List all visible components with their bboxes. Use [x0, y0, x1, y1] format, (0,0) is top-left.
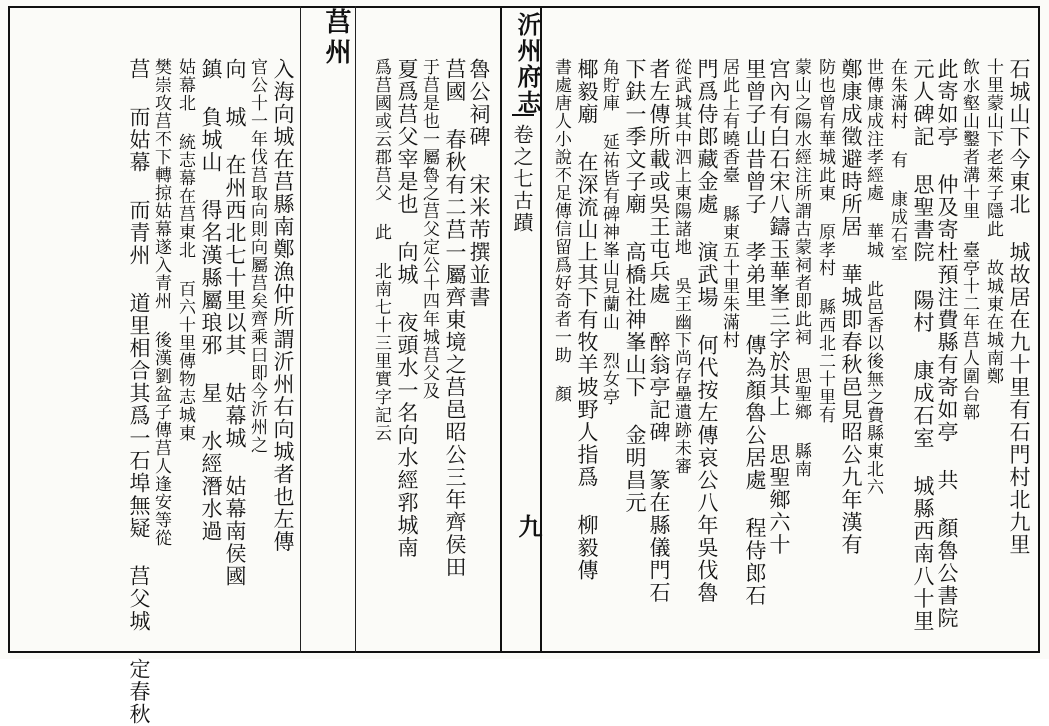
text-column: 蒙山之陽水經注所謂古蒙祠者即此祠 思聖鄉 縣南 [791, 58, 811, 478]
text-column: 爲莒國或云郡莒父 此 北南七十三里實字記云 [371, 58, 391, 442]
text-column: 官公十一年伐莒取向則向屬莒矣齊乘曰即今沂州之 [247, 58, 267, 454]
text-column: 莒國 春秋有二莒一屬齊東境之莒邑昭公三年齊侯田 [443, 58, 467, 579]
volume-label: 卷之七古蹟 [510, 124, 534, 234]
banner-title: 莒州 [321, 8, 351, 68]
text-column: 門爲侍郎藏金處 演武場 何代按左傳哀公八年吳伐魯 [695, 58, 719, 604]
text-column: 下鈇一季文子廟 高橋社神峯山下 金明昌元 [623, 58, 647, 514]
text-column: 防也曾有華城此東 原孝村 縣西北二十里有 [815, 58, 835, 424]
text-column: 飲水壑山鑿者溝十里 臺亭十二年莒人圍台鄣 [959, 58, 979, 421]
text-column: 椰毅廟 在深流山上其下有牧羊坡野人指爲 柳毅傳 [575, 58, 599, 582]
text-column: 魯公祠碑 宋米芾撰並書 [467, 58, 491, 309]
text-column: 里曾子山昔曾子 孝弟里 傳為顏魯公居處 程侍郎石 [743, 58, 767, 607]
text-column: 元人碑記 思聖書院 陽村 康成石室 城縣西南八十里 [911, 58, 935, 633]
text-column: 樊崇攻莒不下轉掠姑幕遂入青州 後漢劉盆子傳莒人逢安等從 [151, 58, 171, 547]
text-column: 入海向城在莒縣南鄭漁仲所謂沂州右向城者也左傳 [271, 58, 295, 553]
text-column: 夏爲莒父宰是也 向城 夜頭水一名向水經郛城南 [395, 58, 419, 559]
text-area [0, 58, 1049, 726]
text-column: 宫內有白石宋八鑄玉華峯三字於其上 思聖鄉六十 [767, 58, 791, 556]
text-column: 此寄如亭 仲及寄杜預注費縣有寄如亭 共 顏魯公書院 [935, 58, 959, 630]
text-column: 世傳康成注孝經處 華城 此邑香以後無之費縣東北六 [863, 58, 883, 496]
text-column: 角貯庫 延祐皆有碑神峯山見蘭山 烈女亭 [599, 58, 619, 406]
text-column: 莒 而姑幕 而青州 道里相合其爲一石埠無疑 莒父城 定春秋 [127, 58, 151, 726]
text-column: 從武城其中泗上東陽諸地 吳王幽下尚存壘遺跡未審 [671, 58, 691, 475]
text-column: 向 城 在州西北七十里以其 姑幕城 姑幕南侯國 [223, 58, 247, 588]
book-title: 沂州府志 [513, 12, 542, 116]
text-column: 石城山下今東北 城故居在九十里有石門村北九里 [1007, 58, 1031, 556]
text-column: 在朱滿村 有 康成石室 [887, 58, 907, 262]
text-column: 于莒是也一屬魯之莒父定公十四年城莒父及 [419, 58, 439, 400]
text-column: 書處唐人小說不足傳信留爲好奇者一助 顏 [551, 58, 571, 403]
page-number: 九 [514, 514, 543, 538]
text-column: 者左傳所載或吳王屯兵處 醉翁亭記碑 篆在縣儀門石 [647, 58, 671, 604]
text-column: 鎮 負城山 得名漢縣屬琅邪 星 水經潛水過 [199, 58, 223, 543]
text-column: 鄭康成徵避時所居 華城即春秋邑見昭公九年漢有 [839, 58, 863, 556]
text-column: 姑幕北 統志幕在莒東北 百六十里傳物志城東 [175, 58, 195, 442]
text-column: 居此上有曉香臺 縣東五十里朱滿村 [719, 58, 739, 349]
text-column: 十里蒙山下老萊子隱此 故城東在城南鄭 [983, 58, 1003, 385]
